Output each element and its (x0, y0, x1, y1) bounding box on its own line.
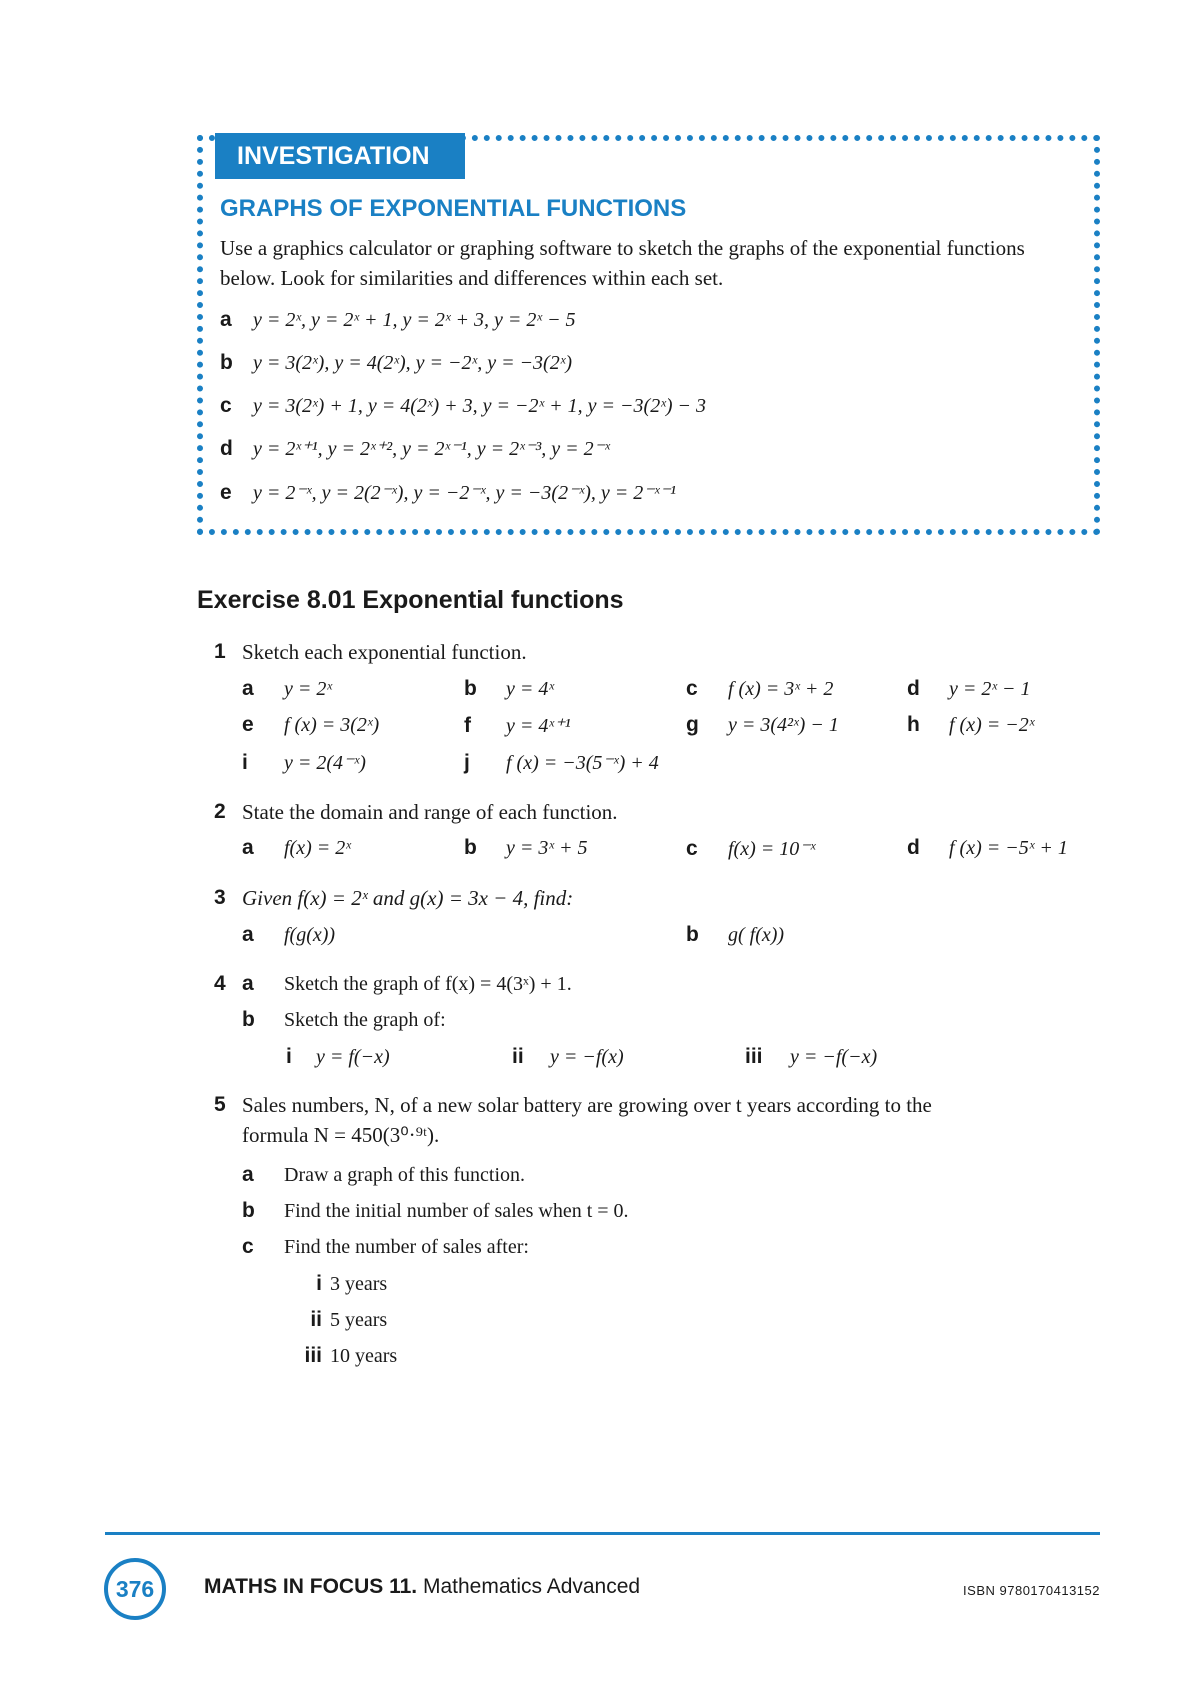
item-letter: b (242, 1008, 255, 1031)
item-letter: g (686, 713, 699, 736)
item-letter: h (907, 713, 920, 736)
investigation-title: GRAPHS OF EXPONENTIAL FUNCTIONS (220, 195, 687, 222)
question-item (464, 836, 588, 860)
item-letter: a (242, 972, 254, 995)
question-item (242, 1235, 529, 1259)
question-item (242, 1199, 629, 1223)
footer-rule (105, 1532, 1100, 1535)
question-item (907, 677, 1031, 701)
item-text: y = 3(2ˣ) + 1, y = 4(2ˣ) + 3, y = −2ˣ + 1, y = −3(2ˣ) − 3 (253, 395, 707, 417)
question-text: State the domain and range of each function. (242, 800, 618, 824)
book-title-bold: MATHS IN FOCUS 11. (204, 1575, 418, 1598)
item-text: Sketch the graph of: (284, 1009, 446, 1031)
question-item (464, 677, 554, 701)
item-text: Draw a graph of this function. (284, 1164, 526, 1186)
question-text: Sales numbers, N, of a new solar battery are growing over t years according to the (242, 1093, 932, 1117)
item-letter: iii (745, 1045, 763, 1068)
book-title-rest: Mathematics Advanced (417, 1575, 641, 1598)
item-letter: b (464, 836, 477, 859)
item-letter: a (242, 836, 254, 859)
investigation-label: INVESTIGATION (215, 133, 465, 179)
item-text: f (x) = −3(5⁻ˣ) + 4 (506, 752, 659, 774)
item-text: Find the number of sales after: (284, 1236, 529, 1258)
question-item (242, 1163, 525, 1187)
page-number: 376 (104, 1558, 166, 1620)
item-letter: b (464, 677, 477, 700)
question-number: 4 (214, 972, 226, 995)
item-text: y = 2(4⁻ˣ) (284, 752, 366, 774)
item-letter: j (464, 751, 470, 774)
question-subitem (290, 1272, 387, 1296)
item-text: f (x) = 3ˣ + 2 (728, 678, 834, 700)
item-letter: b (242, 1199, 255, 1222)
item-letter: e (220, 481, 232, 504)
item-text: 10 years (330, 1345, 398, 1367)
item-letter: c (220, 394, 232, 417)
item-text: g( f(x)) (728, 924, 785, 946)
item-text: y = f(−x) (316, 1046, 390, 1068)
item-text: y = 2ˣ⁺¹, y = 2ˣ⁺², y = 2ˣ⁻¹, y = 2ˣ⁻³, y = 2⁻ˣ (253, 438, 610, 460)
investigation-intro: Use a graphics calculator or graphing software to sketch the graphs of the exponential functions below. Look for similarities and differences within each set. (220, 236, 1025, 290)
item-text: y = 3ˣ + 5 (506, 837, 588, 859)
item-letter: b (220, 351, 233, 374)
item-letter: a (220, 308, 232, 331)
question-subitem (745, 1045, 877, 1069)
item-letter: c (686, 677, 698, 700)
question-subitem (290, 1308, 387, 1332)
question-item (907, 836, 1068, 860)
investigation-item (220, 351, 572, 375)
question-item (242, 677, 332, 701)
question-item (242, 1008, 446, 1032)
item-text: y = 2ˣ − 1 (949, 678, 1031, 700)
item-letter: d (220, 437, 233, 460)
item-letter: d (907, 836, 920, 859)
question-item (686, 677, 833, 701)
item-text: y = 2⁻ˣ, y = 2(2⁻ˣ), y = −2⁻ˣ, y = −3(2⁻ˣ), y = 2⁻ˣ⁻¹ (253, 482, 677, 504)
question-text: Given f(x) = 2ˣ and g(x) = 3x − 4, find: (242, 886, 574, 910)
item-text: y = 2ˣ, y = 2ˣ + 1, y = 2ˣ + 3, y = 2ˣ − 5 (253, 309, 576, 331)
question-item (464, 750, 659, 775)
item-letter: f (464, 714, 471, 737)
question-item (464, 713, 571, 738)
item-text: f (x) = −2ˣ (949, 714, 1035, 736)
question-text-continued: formula N = 450(3⁰·⁹ᵗ). (242, 1123, 440, 1147)
item-letter: a (242, 1163, 254, 1186)
item-text: y = 4ˣ (506, 678, 555, 700)
isbn: ISBN 9780170413152 (963, 1583, 1100, 1598)
item-text: y = 3(2ˣ), y = 4(2ˣ), y = −2ˣ, y = −3(2ˣ) (253, 352, 573, 374)
item-text: Sketch the graph of f(x) = 4(3ˣ) + 1. (284, 973, 572, 995)
item-text: 5 years (330, 1309, 388, 1331)
item-letter: ii (512, 1045, 524, 1068)
question-item (686, 713, 839, 737)
question-number: 3 (214, 886, 226, 909)
item-text: y = −f(−x) (790, 1046, 878, 1068)
item-letter: i (242, 751, 248, 774)
question-subitem (512, 1045, 624, 1069)
question-item (242, 972, 572, 996)
investigation-item (220, 394, 706, 418)
investigation-item (220, 436, 610, 461)
question-text: Sketch each exponential function. (242, 640, 527, 664)
item-text: f(g(x)) (284, 924, 336, 946)
question-number: 5 (214, 1093, 226, 1116)
item-letter: b (686, 923, 699, 946)
item-letter: ii (310, 1308, 322, 1331)
question-subitem (290, 1344, 397, 1368)
question-item (242, 750, 366, 775)
item-letter: a (242, 677, 254, 700)
item-letter: e (242, 713, 254, 736)
item-text: f(x) = 2ˣ (284, 837, 351, 859)
item-text: y = 4ˣ⁺¹ (506, 715, 571, 737)
investigation-item (220, 308, 576, 332)
item-text: 3 years (330, 1273, 388, 1295)
item-letter: i (286, 1045, 292, 1068)
item-letter: d (907, 677, 920, 700)
question-number: 2 (214, 800, 226, 823)
item-letter: c (242, 1235, 254, 1258)
book-title (204, 1575, 640, 1599)
item-text: y = −f(x) (550, 1046, 624, 1068)
question-item (686, 923, 784, 947)
question-item (242, 713, 379, 737)
item-letter: a (242, 923, 254, 946)
item-text: y = 3(4²ˣ) − 1 (728, 714, 839, 736)
item-text: f (x) = 3(2ˣ) (284, 714, 380, 736)
question-subitem (286, 1045, 390, 1069)
question-item (242, 923, 335, 947)
exercise-title: Exercise 8.01 Exponential functions (197, 586, 624, 614)
question-item (907, 713, 1034, 737)
item-text: f(x) = 10⁻ˣ (728, 838, 816, 860)
item-letter: iii (304, 1344, 322, 1367)
question-item (242, 836, 351, 860)
item-letter: i (316, 1272, 322, 1295)
item-text: Find the initial number of sales when t = 0. (284, 1200, 629, 1222)
question-item (686, 836, 815, 861)
item-text: y = 2ˣ (284, 678, 333, 700)
item-text: f (x) = −5ˣ + 1 (949, 837, 1068, 859)
investigation-item (220, 480, 676, 505)
question-number: 1 (214, 640, 226, 663)
item-letter: c (686, 837, 698, 860)
